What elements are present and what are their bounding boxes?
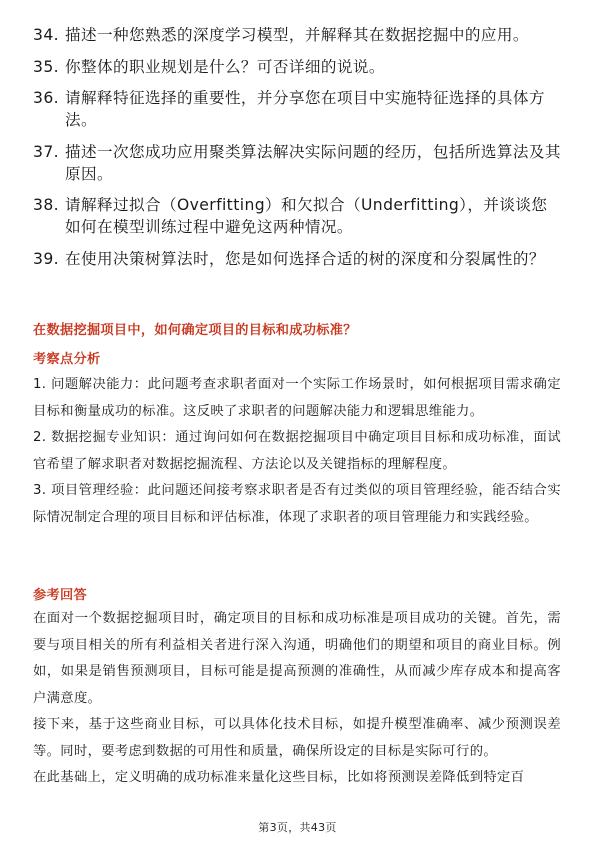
answer-paragraph: 在面对一个数据挖掘项目时，确定项目的目标和成功标准是项目成功的关键。首先，需要与项目相关的所有利益相关者进行深入沟通，明确他们的期望和项目的商业目标。例如，如果是销售预测项目，目标可能是提高预测的准确性，从而减少库存成本和提高客户满意度。 <box>33 611 561 706</box>
question-text: 请解释特征选择的重要性，并分享您在项目中实施特征选择的具体方法。 <box>65 89 545 129</box>
question-number: 38. <box>33 196 59 214</box>
analysis-point: 1. 问题解决能力：此问题考查求职者面对一个实际工作场景时，如何根据项目需求确定目标和衡量成功的标准。这反映了求职者的问题解决能力和逻辑思维能力。 <box>33 377 561 419</box>
question-text: 你整体的职业规划是什么？可否详细的说说。 <box>65 57 385 76</box>
analysis-block <box>33 372 561 531</box>
question-text: 在使用决策树算法时，您是如何选择合适的树的深度和分裂属性的？ <box>65 249 545 268</box>
question-item <box>33 24 563 46</box>
answer-block <box>33 606 561 792</box>
question-list <box>33 24 563 279</box>
answer-heading: 参考回答 <box>33 588 87 603</box>
question-number: 34. <box>33 26 59 44</box>
answer-paragraph: 在此基础上，定义明确的成功标准来量化这些目标，比如将预测误差降低到特定百 <box>33 770 525 785</box>
question-number: 39. <box>33 249 59 268</box>
question-text: 描述一种您熟悉的深度学习模型，并解释其在数据挖掘中的应用。 <box>65 26 529 44</box>
question-item <box>33 194 563 238</box>
question-item <box>33 56 563 78</box>
question-number: 35. <box>33 57 59 76</box>
answer-paragraph: 接下来，基于这些商业目标，可以具体化技术目标，如提升模型准确率、减少预测误差等。同时，要考虑到数据的可用性和质量，确保所设定的目标是实际可行的。 <box>33 717 561 759</box>
section-title: 在数据挖掘项目中，如何确定项目的目标和成功标准？ <box>33 323 357 338</box>
question-item <box>33 87 563 131</box>
analysis-point: 2. 数据挖掘专业知识：通过询问如何在数据挖掘项目中确定项目目标和成功标准，面试官希望了解求职者对数据挖掘流程、方法论以及关键指标的理解程度。 <box>33 430 561 472</box>
page-footer: 第3页，共43页 <box>258 821 337 834</box>
question-item <box>33 141 563 185</box>
question-text: 请解释过拟合（Overfitting）和欠拟合（Underfitting），并谈谈您如何在模型训练过程中避免这两种情况。 <box>65 196 548 236</box>
question-number: 36. <box>33 89 59 107</box>
analysis-point: 3. 项目管理经验：此问题还间接考察求职者是否有过类似的项目管理经验，能否结合实际情况制定合理的项目目标和评估标准，体现了求职者的项目管理能力和实践经验。 <box>33 483 561 525</box>
analysis-heading: 考察点分析 <box>33 352 101 367</box>
question-number: 37. <box>33 142 59 161</box>
question-item <box>33 248 563 270</box>
question-text: 描述一次您成功应用聚类算法解决实际问题的经历，包括所选算法及其原因。 <box>65 142 561 183</box>
